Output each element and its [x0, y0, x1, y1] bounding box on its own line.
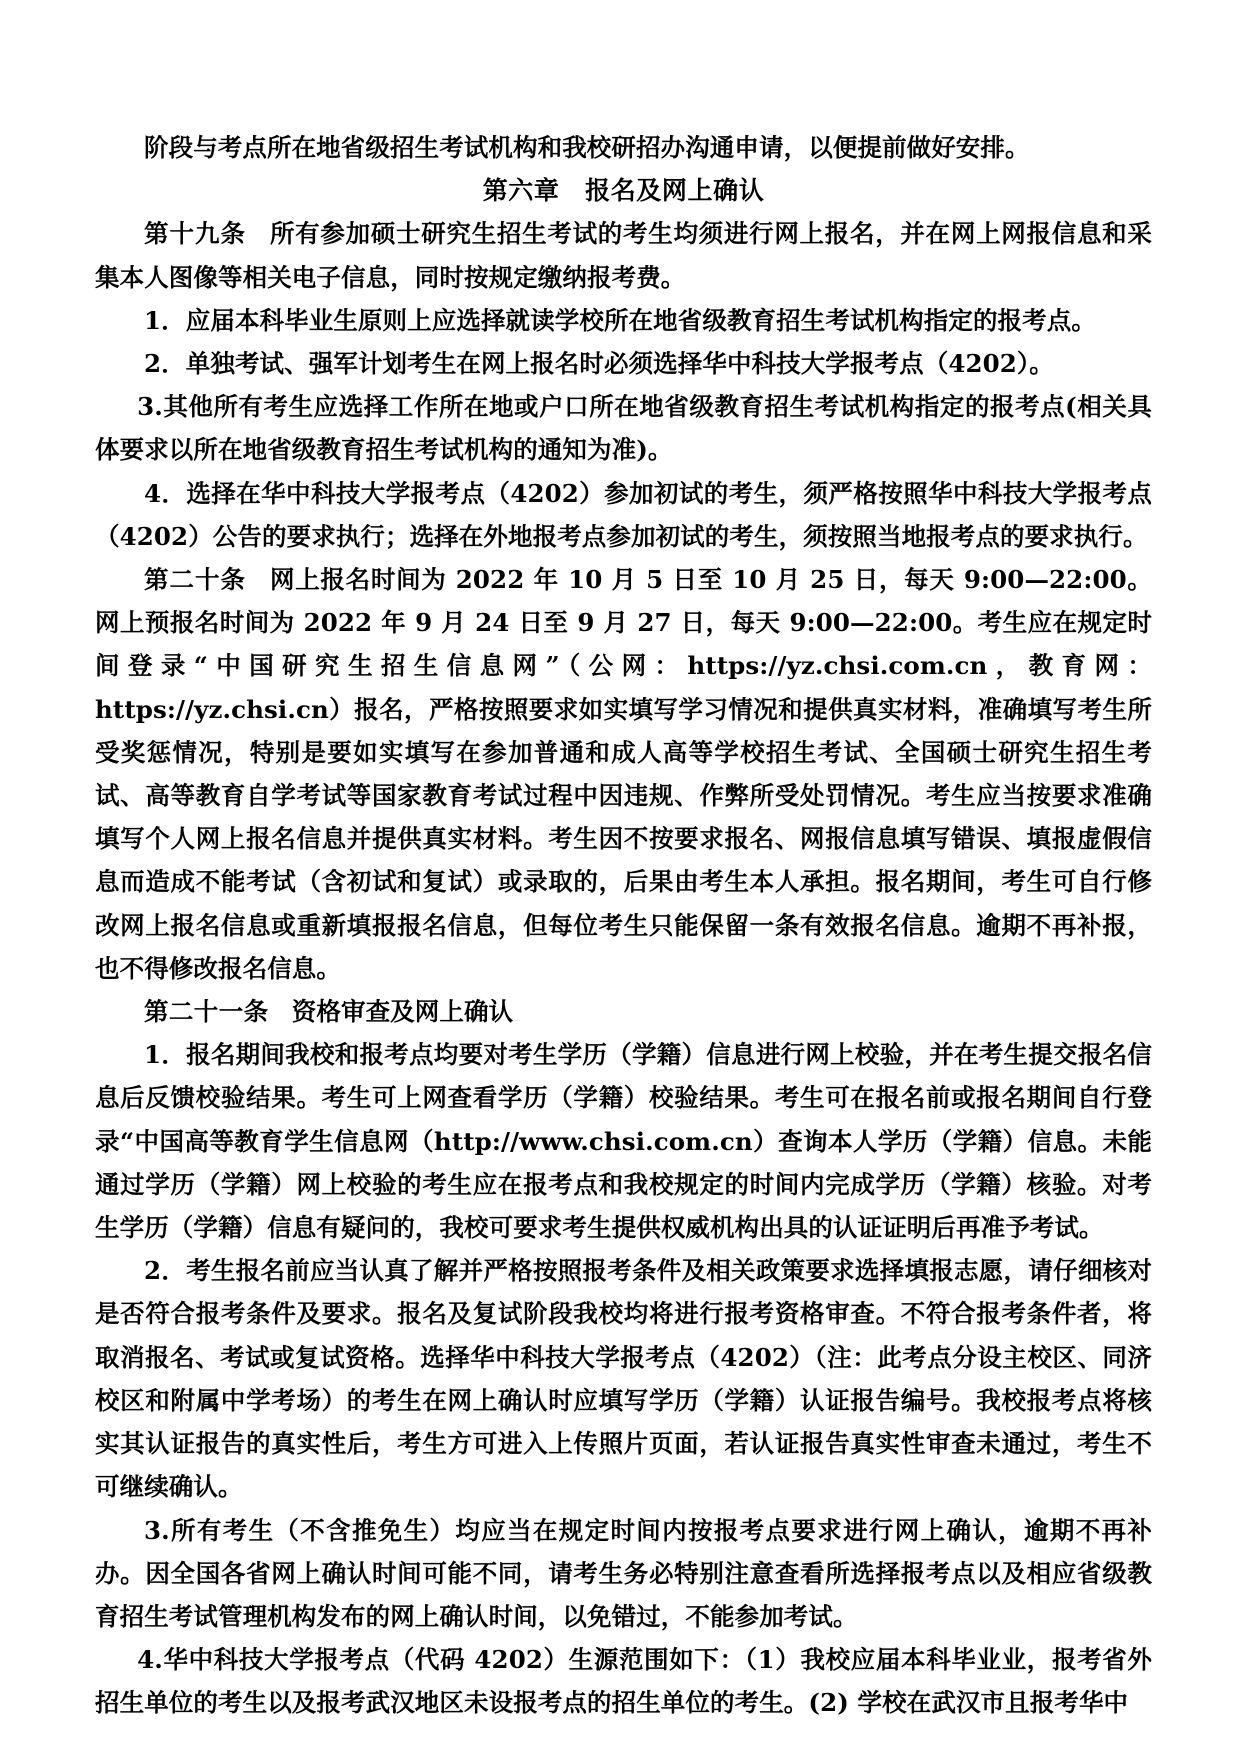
article-21-paragraph [95, 990, 1152, 1033]
article-20-text: 网上报名时间为 2022 年 10 月 5 日至 10 月 25 日，每天 9:00—22:00。网上预报名时间为 2022 年 9 月 24 日至 9 月 27 日，每天 9:00—22:00。考生应在规定时间登录“中国研究生招生信息网”（公网：https://yz.chsi.com.cn，教育网：https://yz.chsi.cn）报名，严格按照要求如实填写学习情况和提供真实材料，准确填写考生所受奖惩情况，特别是要如实填写在参加普通和成人高等学校招生考试、全国硕士研究生招生考试、高等教育自学考试等国家教育考试过程中因违规、作弊所受处罚情况。考生应当按要求准确填写个人网上报名信息并提供真实材料。考生因不按要求报名、网报信息填写错误、填报虚假信息而造成不能考试（含初试和复试）或录取的，后果由考生本人承担。报名期间，考生可自行修改网上报名信息或重新填报报名信息，但每位考生只能保留一条有效报名信息。逾期不再补报，也不得修改报名信息。 [95, 565, 1152, 983]
article-21-item-3 [95, 1509, 1152, 1639]
list-item-text: 所有考生（不含推免生）均应当在规定时间内按报考点要求进行网上确认，逾期不再补办。因全国各省网上确认时间可能不同，请考生务必特别注意查看所选择报考点以及相应省级教育招生考试管理机构发布的网上确认时间，以免错过，不能参加考试。 [95, 1515, 1152, 1631]
article-19-item-2 [95, 342, 1152, 385]
list-marker: 2． [144, 349, 186, 379]
article-19-text: 所有参加硕士研究生招生考试的考生均须进行网上报名，并在网上网报信息和采集本人图像等相关电子信息，同时按规定缴纳报考费。 [95, 219, 1152, 292]
document-body [95, 126, 1152, 1725]
list-marker: 1． [144, 305, 186, 335]
list-marker: 4． [144, 478, 187, 508]
list-marker: 4. [137, 1645, 163, 1675]
article-19-item-3 [95, 385, 1152, 471]
list-item-text: 其他所有考生应选择工作所在地或户口所在地省级教育招生考试机构指定的报考点(相关具体要求以所在地省级教育招生考试机构的通知为准)。 [95, 392, 1152, 465]
article-21-item-4 [95, 1638, 1152, 1724]
article-19-label: 第十九条 [144, 219, 247, 249]
article-21-item-1 [95, 1033, 1152, 1249]
list-marker: 3. [137, 392, 163, 422]
article-20-label: 第二十条 [144, 565, 247, 595]
list-item-text: 报名期间我校和报考点均要对考生学历（学籍）信息进行网上校验，并在考生提交报名信息后反馈校验结果。考生可上网查看学历（学籍）校验结果。考生可在报名前或报名期间自行登录“中国高等教育学生信息网（http://www.chsi.com.cn）查询本人学历（学籍）信息。未能通过学历（学籍）网上校验的考生应在报考点和我校规定的时间内完成学历（学籍）核验。对考生学历（学籍）信息有疑问的，我校可要求考生提供权威机构出具的认证证明后再准予考试。 [95, 1040, 1152, 1243]
list-marker: 1． [144, 1040, 187, 1070]
article-21-label: 第二十一条 [144, 997, 269, 1027]
article-21-item-2 [95, 1249, 1152, 1508]
list-item-text: 华中科技大学报考点（代码 4202）生源范围如下：（1）我校应届本科毕业业，报考省外招生单位的考生以及报考武汉地区未设报考点的招生单位的考生。(2) 学校在武汉市且报考华中 [95, 1645, 1152, 1718]
list-item-text: 选择在华中科技大学报考点（4202）参加初试的考生，须严格按照华中科技大学报考点（4202）公告的要求执行；选择在外地报考点参加初试的考生，须按照当地报考点的要求执行。 [95, 478, 1153, 551]
list-marker: 2． [144, 1256, 187, 1286]
article-20-paragraph [95, 558, 1152, 990]
article-19-item-1 [95, 299, 1152, 342]
continuation-paragraph: 阶段与考点所在地省级招生考试机构和我校研招办沟通申请，以便提前做好安排。 [144, 133, 1030, 162]
list-marker: 3. [144, 1515, 170, 1545]
article-21-text: 资格审查及网上确认 [291, 997, 514, 1027]
article-19-item-4 [95, 472, 1152, 558]
list-item-text: 应届本科毕业生原则上应选择就读学校所在地省级教育招生考试机构指定的报考点。 [185, 305, 1096, 335]
list-item-text: 单独考试、强军计划考生在网上报名时必须选择华中科技大学报考点（4202）。 [185, 349, 1054, 379]
chapter-heading: 第六章 报名及网上确认 [482, 176, 765, 206]
article-19-paragraph [95, 212, 1152, 298]
list-item-text: 考生报名前应当认真了解并严格按照报考条件及相关政策要求选择填报志愿，请仔细核对是否符合报考条件及要求。报名及复试阶段我校均将进行报考资格审查。不符合报考条件者，将取消报名、考试或复试资格。选择华中科技大学报考点（4202）（注：此考点分设主校区、同济校区和附属中学考场）的考生在网上确认时应填写学历（学籍）认证报告编号。我校报考点将核实其认证报告的真实性后，考生方可进入上传照片页面，若认证报告真实性审查未通过，考生不可继续确认。 [95, 1256, 1152, 1502]
